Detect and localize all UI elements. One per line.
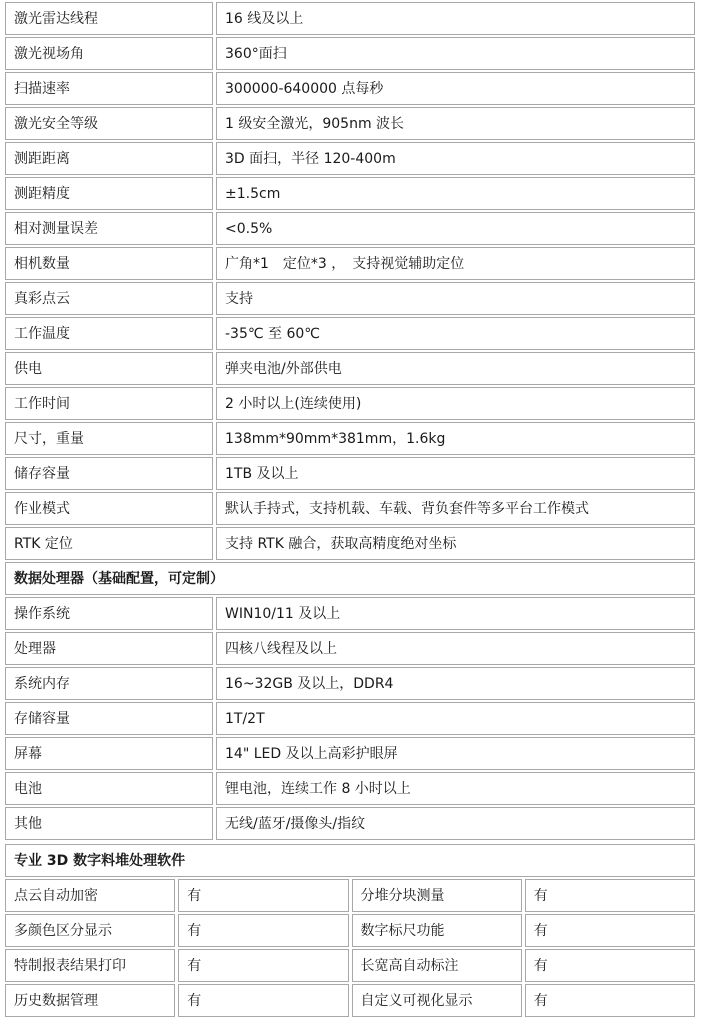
spec-label: 测距精度 xyxy=(5,177,213,210)
spec-value: 默认手持式，支持机载、车载、背负套件等多平台工作模式 xyxy=(216,492,695,525)
feature-value: 有 xyxy=(525,879,695,912)
spec-value: 支持 RTK 融合，获取高精度绝对坐标 xyxy=(216,527,695,560)
table-row xyxy=(5,632,695,665)
spec-value: WIN10/11 及以上 xyxy=(216,597,695,630)
spec-label: 激光视场角 xyxy=(5,37,213,70)
feature-label: 历史数据管理 xyxy=(5,984,175,1017)
spec-value: 弹夹电池/外部供电 xyxy=(216,352,695,385)
spec-value: -35℃ 至 60℃ xyxy=(216,317,695,350)
table-row xyxy=(5,457,695,490)
table-row xyxy=(5,879,695,912)
spec-value: 14" LED 及以上高彩护眼屏 xyxy=(216,737,695,770)
feature-value: 有 xyxy=(178,879,348,912)
table-row xyxy=(5,949,695,982)
spec-value: 360°面扫 xyxy=(216,37,695,70)
table-row xyxy=(5,212,695,245)
feature-label: 长宽高自动标注 xyxy=(352,949,522,982)
spec-label: 作业模式 xyxy=(5,492,213,525)
spec-value: 广角*1 定位*3 ， 支持视觉辅助定位 xyxy=(216,247,695,280)
table-row xyxy=(5,2,695,35)
spec-label: 其他 xyxy=(5,807,213,840)
feature-value: 有 xyxy=(178,914,348,947)
spec-label: 电池 xyxy=(5,772,213,805)
table-row xyxy=(5,107,695,140)
spec-label: 尺寸，重量 xyxy=(5,422,213,455)
spec-label: 相对测量误差 xyxy=(5,212,213,245)
table-row xyxy=(5,527,695,560)
spec-label: 系统内存 xyxy=(5,667,213,700)
table-row xyxy=(5,597,695,630)
spec-value: <0.5% xyxy=(216,212,695,245)
spec-value: 300000-640000 点每秒 xyxy=(216,72,695,105)
spec-label: 测距距离 xyxy=(5,142,213,175)
table-row xyxy=(5,282,695,315)
spec-value: 支持 xyxy=(216,282,695,315)
software-table-body xyxy=(5,844,695,1017)
spec-label: 激光安全等级 xyxy=(5,107,213,140)
table-row xyxy=(5,247,695,280)
feature-label: 分堆分块测量 xyxy=(352,879,522,912)
spec-label: 激光雷达线程 xyxy=(5,2,213,35)
table-row xyxy=(5,177,695,210)
section-header-row xyxy=(5,844,695,877)
spec-sheet xyxy=(2,0,698,1019)
feature-value: 有 xyxy=(525,949,695,982)
spec-label: 处理器 xyxy=(5,632,213,665)
feature-label: 多颜色区分显示 xyxy=(5,914,175,947)
spec-value: 无线/蓝牙/摄像头/指纹 xyxy=(216,807,695,840)
table-row xyxy=(5,37,695,70)
spec-label: 工作温度 xyxy=(5,317,213,350)
section-header-row xyxy=(5,562,695,595)
spec-value: 3D 面扫，半径 120-400m xyxy=(216,142,695,175)
table-row xyxy=(5,492,695,525)
table-row xyxy=(5,772,695,805)
feature-value: 有 xyxy=(178,949,348,982)
spec-table xyxy=(2,0,698,842)
section-title: 专业 3D 数字料堆处理软件 xyxy=(5,844,695,877)
spec-label: 屏幕 xyxy=(5,737,213,770)
table-row xyxy=(5,72,695,105)
spec-value: 1 级安全激光，905nm 波长 xyxy=(216,107,695,140)
spec-value: 2 小时以上(连续使用) xyxy=(216,387,695,420)
feature-value: 有 xyxy=(525,914,695,947)
spec-label: 相机数量 xyxy=(5,247,213,280)
spec-label: RTK 定位 xyxy=(5,527,213,560)
spec-label: 真彩点云 xyxy=(5,282,213,315)
table-row xyxy=(5,422,695,455)
table-row xyxy=(5,914,695,947)
table-row xyxy=(5,387,695,420)
spec-label: 操作系统 xyxy=(5,597,213,630)
software-table xyxy=(2,842,698,1019)
feature-value: 有 xyxy=(178,984,348,1017)
table-row xyxy=(5,352,695,385)
table-row xyxy=(5,317,695,350)
table-row xyxy=(5,807,695,840)
spec-label: 储存容量 xyxy=(5,457,213,490)
feature-label: 特制报表结果打印 xyxy=(5,949,175,982)
table-row xyxy=(5,667,695,700)
spec-value: ±1.5cm xyxy=(216,177,695,210)
table-row xyxy=(5,142,695,175)
spec-value: 16 线及以上 xyxy=(216,2,695,35)
spec-value: 四核八线程及以上 xyxy=(216,632,695,665)
spec-value: 锂电池，连续工作 8 小时以上 xyxy=(216,772,695,805)
spec-label: 工作时间 xyxy=(5,387,213,420)
spec-value: 138mm*90mm*381mm，1.6kg xyxy=(216,422,695,455)
section-title: 数据处理器（基础配置，可定制） xyxy=(5,562,695,595)
spec-value: 16~32GB 及以上，DDR4 xyxy=(216,667,695,700)
feature-label: 数字标尺功能 xyxy=(352,914,522,947)
spec-value: 1T/2T xyxy=(216,702,695,735)
spec-table-body xyxy=(5,2,695,840)
feature-value: 有 xyxy=(525,984,695,1017)
feature-label: 自定义可视化显示 xyxy=(352,984,522,1017)
spec-label: 存储容量 xyxy=(5,702,213,735)
feature-label: 点云自动加密 xyxy=(5,879,175,912)
spec-label: 供电 xyxy=(5,352,213,385)
table-row xyxy=(5,737,695,770)
table-row xyxy=(5,702,695,735)
spec-value: 1TB 及以上 xyxy=(216,457,695,490)
spec-label: 扫描速率 xyxy=(5,72,213,105)
table-row xyxy=(5,984,695,1017)
